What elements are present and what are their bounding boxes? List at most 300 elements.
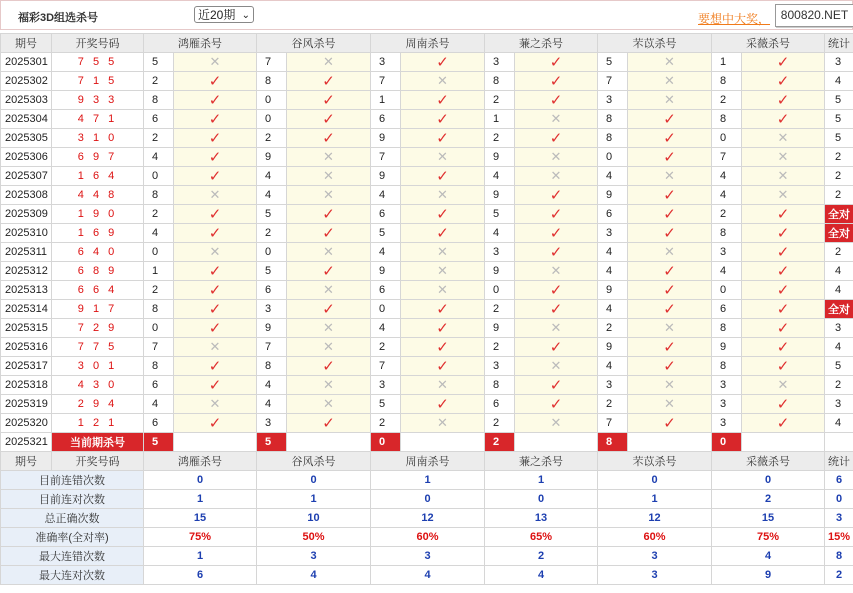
stats-count: 8	[825, 547, 853, 566]
current-kill-spacer	[628, 433, 712, 452]
stats-value: 4	[712, 547, 825, 566]
check-icon: ✓	[208, 262, 222, 280]
kill-number-cell: 3	[257, 414, 287, 433]
kill-number-cell: 3	[598, 376, 628, 395]
kill-number-cell: 4	[257, 167, 287, 186]
cross-mark-icon	[287, 376, 371, 395]
draw-number-cell: 2 9 4	[52, 395, 144, 414]
close-icon: ✕	[437, 187, 448, 202]
cross-mark-icon	[515, 110, 598, 129]
check-icon: ✓	[208, 376, 222, 394]
current-period-cell: 2025321	[1, 433, 52, 452]
stats-value: 3	[371, 547, 485, 566]
kill-number-cell: 5	[485, 205, 515, 224]
kill-number-cell: 8	[598, 110, 628, 129]
kill-number-cell: 2	[144, 281, 174, 300]
table-row	[1, 205, 853, 224]
close-icon: ✕	[437, 282, 448, 297]
kill-number-cell: 4	[371, 243, 401, 262]
stats-value: 50%	[257, 528, 371, 547]
close-icon: ✕	[209, 396, 221, 411]
stats-count: 3	[825, 509, 853, 528]
kill-number-cell: 2	[485, 91, 515, 110]
stats-row	[1, 566, 853, 585]
cross-mark-icon	[515, 262, 598, 281]
chevron-down-icon: ⌄	[241, 10, 250, 21]
check-icon: ✓	[663, 414, 676, 432]
check-icon: ✓	[776, 91, 790, 109]
kill-number-cell: 2	[257, 129, 287, 148]
kill-number-cell: 7	[598, 414, 628, 433]
check-icon: ✓	[663, 281, 676, 299]
stats-value: 0	[598, 471, 712, 490]
kill-number-cell: 6	[144, 414, 174, 433]
close-icon: ✕	[323, 396, 334, 411]
check-mark-icon	[174, 72, 257, 91]
kill-number-cell: 8	[144, 186, 174, 205]
stats-value: 60%	[371, 528, 485, 547]
close-icon: ✕	[437, 73, 448, 88]
kill-number-cell: 6	[485, 395, 515, 414]
close-icon: ✕	[437, 149, 448, 164]
check-icon: ✓	[436, 91, 449, 109]
col-header-expert-4: 蒹之杀号	[485, 452, 598, 471]
col-header-expert-5: 芣苡杀号	[598, 34, 712, 53]
current-count-cell	[825, 433, 853, 452]
close-icon: ✕	[209, 244, 221, 259]
check-mark-icon	[287, 91, 371, 110]
close-icon: ✕	[777, 187, 789, 202]
kill-number-cell: 4	[144, 224, 174, 243]
kill-number-cell: 4	[485, 167, 515, 186]
kill-number-cell: 7	[371, 357, 401, 376]
check-mark-icon	[174, 357, 257, 376]
stats-value: 13	[485, 509, 598, 528]
check-mark-icon	[515, 281, 598, 300]
check-mark-icon	[287, 262, 371, 281]
check-mark-icon	[628, 186, 712, 205]
table-row	[1, 357, 853, 376]
cross-mark-icon	[515, 414, 598, 433]
kill-number-cell: 4	[257, 186, 287, 205]
close-icon: ✕	[323, 244, 334, 259]
kill-number-cell: 9	[712, 338, 742, 357]
table-row	[1, 243, 853, 262]
check-mark-icon	[174, 224, 257, 243]
close-icon: ✕	[323, 149, 334, 164]
check-mark-icon	[628, 357, 712, 376]
count-cell: 5	[825, 357, 853, 376]
kill-number-cell: 4	[144, 395, 174, 414]
count-cell: 2	[825, 243, 853, 262]
kill-number-cell: 1	[144, 262, 174, 281]
check-icon: ✓	[549, 395, 563, 413]
kill-number-cell: 4	[598, 262, 628, 281]
check-mark-icon	[628, 224, 712, 243]
kill-number-cell: 8	[257, 72, 287, 91]
kill-number-cell: 0	[144, 319, 174, 338]
stats-value: 4	[371, 566, 485, 585]
draw-number-cell: 1 6 9	[52, 224, 144, 243]
kill-number-cell: 4	[371, 319, 401, 338]
check-mark-icon	[515, 53, 598, 72]
close-icon: ✕	[323, 377, 334, 392]
check-icon: ✓	[322, 91, 335, 109]
table-row	[1, 53, 853, 72]
table-row	[1, 148, 853, 167]
draw-number-cell: 3 0 1	[52, 357, 144, 376]
col-header-period: 期号	[1, 452, 52, 471]
count-cell: 5	[825, 129, 853, 148]
period-cell: 2025303	[1, 91, 52, 110]
check-mark-icon	[515, 186, 598, 205]
period-range-select[interactable]	[194, 6, 254, 23]
check-icon: ✓	[208, 224, 222, 242]
col-header-expert-3: 周南杀号	[371, 34, 485, 53]
check-icon: ✓	[436, 129, 449, 147]
cross-mark-icon	[628, 243, 712, 262]
close-icon: ✕	[209, 187, 221, 202]
kill-number-cell: 9	[257, 148, 287, 167]
kill-number-cell: 4	[712, 167, 742, 186]
check-mark-icon	[174, 91, 257, 110]
count-cell: 2	[825, 148, 853, 167]
cross-mark-icon	[401, 186, 485, 205]
stats-label: 总正确次数	[1, 509, 144, 528]
check-icon: ✓	[549, 72, 563, 90]
kill-number-cell: 3	[257, 300, 287, 319]
cross-mark-icon	[628, 319, 712, 338]
check-icon: ✓	[776, 243, 790, 261]
check-mark-icon	[515, 224, 598, 243]
check-icon: ✓	[776, 224, 790, 242]
kill-number-cell: 0	[257, 243, 287, 262]
check-mark-icon	[401, 395, 485, 414]
check-mark-icon	[628, 281, 712, 300]
close-icon: ✕	[664, 377, 675, 392]
cross-mark-icon	[287, 243, 371, 262]
close-icon: ✕	[777, 149, 789, 164]
cross-mark-icon	[515, 357, 598, 376]
kill-number-cell: 4	[257, 395, 287, 414]
promo-link[interactable]: 要想中大奖，	[698, 12, 771, 26]
check-mark-icon	[401, 91, 485, 110]
stats-label: 最大连对次数	[1, 566, 144, 585]
check-mark-icon	[742, 338, 825, 357]
stats-label: 目前连错次数	[1, 471, 144, 490]
check-icon: ✓	[776, 205, 790, 223]
table-row	[1, 72, 853, 91]
cross-mark-icon	[742, 148, 825, 167]
check-mark-icon	[401, 224, 485, 243]
col-header-expert-2: 谷风杀号	[257, 452, 371, 471]
check-mark-icon	[174, 281, 257, 300]
kill-number-cell: 0	[485, 281, 515, 300]
kill-number-cell: 4	[598, 300, 628, 319]
stats-value: 12	[598, 509, 712, 528]
kill-number-cell: 6	[257, 281, 287, 300]
period-cell: 2025304	[1, 110, 52, 129]
cross-mark-icon	[287, 53, 371, 72]
check-icon: ✓	[208, 319, 222, 337]
kill-number-cell: 2	[371, 338, 401, 357]
kill-number-cell: 8	[712, 224, 742, 243]
check-mark-icon	[287, 205, 371, 224]
stats-value: 9	[712, 566, 825, 585]
check-icon: ✓	[436, 205, 449, 223]
kill-number-cell: 7	[598, 72, 628, 91]
col-header-expert-5: 芣苡杀号	[598, 452, 712, 471]
close-icon: ✕	[664, 168, 675, 183]
close-icon: ✕	[664, 244, 675, 259]
check-mark-icon	[174, 376, 257, 395]
check-icon: ✓	[208, 167, 222, 185]
kill-number-cell: 6	[144, 376, 174, 395]
check-icon: ✓	[776, 338, 790, 356]
stats-value: 4	[485, 566, 598, 585]
stats-value: 12	[371, 509, 485, 528]
check-mark-icon	[174, 205, 257, 224]
col-header-expert-4: 蒹之杀号	[485, 34, 598, 53]
check-icon: ✓	[663, 262, 676, 280]
check-mark-icon	[742, 357, 825, 376]
kill-number-table	[0, 33, 853, 585]
kill-number-cell: 5	[371, 224, 401, 243]
table-row	[1, 414, 853, 433]
col-header-expert-1: 鸿雁杀号	[144, 34, 257, 53]
cross-mark-icon	[287, 167, 371, 186]
close-icon: ✕	[550, 168, 562, 183]
close-icon: ✕	[550, 415, 562, 430]
draw-number-cell: 9 3 3	[52, 91, 144, 110]
check-icon: ✓	[549, 300, 563, 318]
close-icon: ✕	[437, 263, 448, 278]
close-icon: ✕	[323, 339, 334, 354]
check-mark-icon	[174, 110, 257, 129]
col-header-expert-6: 采薇杀号	[712, 34, 825, 53]
check-mark-icon	[401, 167, 485, 186]
cross-mark-icon	[401, 281, 485, 300]
kill-number-cell: 5	[257, 262, 287, 281]
stats-value: 1	[144, 490, 257, 509]
cross-mark-icon	[287, 148, 371, 167]
table-row	[1, 262, 853, 281]
kill-number-cell: 4	[144, 148, 174, 167]
check-mark-icon	[174, 129, 257, 148]
kill-number-cell: 2	[144, 129, 174, 148]
table-row	[1, 376, 853, 395]
stats-value: 15	[712, 509, 825, 528]
kill-number-cell: 3	[712, 414, 742, 433]
kill-number-cell: 4	[371, 186, 401, 205]
cross-mark-icon	[628, 53, 712, 72]
period-cell: 2025313	[1, 281, 52, 300]
col-header-count: 统计	[825, 34, 853, 53]
check-mark-icon	[174, 262, 257, 281]
check-icon: ✓	[549, 243, 563, 261]
kill-number-cell: 3	[712, 395, 742, 414]
kill-number-cell: 3	[485, 53, 515, 72]
check-mark-icon	[287, 357, 371, 376]
kill-number-cell: 7	[371, 72, 401, 91]
check-mark-icon	[515, 243, 598, 262]
draw-number-cell: 7 7 5	[52, 338, 144, 357]
check-icon: ✓	[322, 129, 335, 147]
draw-number-cell: 7 5 5	[52, 53, 144, 72]
kill-number-cell: 9	[598, 338, 628, 357]
kill-number-cell: 7	[257, 53, 287, 72]
check-mark-icon	[628, 300, 712, 319]
check-mark-icon	[401, 110, 485, 129]
period-cell: 2025310	[1, 224, 52, 243]
check-icon: ✓	[208, 110, 222, 128]
top-header-row	[1, 34, 853, 53]
check-mark-icon	[174, 167, 257, 186]
check-icon: ✓	[208, 281, 222, 299]
kill-number-cell: 7	[371, 148, 401, 167]
cross-mark-icon	[742, 376, 825, 395]
kill-number-cell: 4	[712, 186, 742, 205]
check-icon: ✓	[663, 338, 676, 356]
close-icon: ✕	[777, 130, 789, 145]
count-cell: 4	[825, 72, 853, 91]
kill-number-cell: 3	[598, 91, 628, 110]
kill-number-cell: 2	[144, 205, 174, 224]
cross-mark-icon	[174, 53, 257, 72]
check-mark-icon	[287, 414, 371, 433]
kill-number-cell: 5	[144, 53, 174, 72]
close-icon: ✕	[664, 320, 675, 335]
period-cell: 2025307	[1, 167, 52, 186]
count-cell: 2	[825, 376, 853, 395]
check-icon: ✓	[322, 224, 335, 242]
table-row	[1, 91, 853, 110]
close-icon: ✕	[550, 111, 562, 126]
current-kill-number: 5	[257, 433, 287, 452]
kill-number-cell: 9	[371, 167, 401, 186]
check-mark-icon	[742, 224, 825, 243]
draw-number-cell: 4 7 1	[52, 110, 144, 129]
close-icon: ✕	[437, 415, 448, 430]
kill-number-cell: 3	[598, 224, 628, 243]
draw-number-cell: 6 8 9	[52, 262, 144, 281]
check-mark-icon	[287, 224, 371, 243]
stats-value: 0	[144, 471, 257, 490]
draw-number-cell: 4 3 0	[52, 376, 144, 395]
cross-mark-icon	[515, 167, 598, 186]
kill-number-cell: 4	[257, 376, 287, 395]
cross-mark-icon	[401, 148, 485, 167]
count-cell: 5	[825, 91, 853, 110]
stats-label: 准确率(全对率)	[1, 528, 144, 547]
kill-number-cell: 2	[598, 319, 628, 338]
close-icon: ✕	[323, 187, 334, 202]
period-cell: 2025301	[1, 53, 52, 72]
close-icon: ✕	[550, 320, 562, 335]
kill-number-cell: 4	[712, 262, 742, 281]
check-icon: ✓	[322, 110, 335, 128]
all-correct-badge: 全对	[825, 224, 853, 243]
check-icon: ✓	[322, 72, 335, 90]
check-mark-icon	[515, 72, 598, 91]
check-mark-icon	[742, 262, 825, 281]
cross-mark-icon	[628, 376, 712, 395]
check-mark-icon	[742, 281, 825, 300]
period-cell: 2025306	[1, 148, 52, 167]
check-icon: ✓	[436, 357, 449, 375]
check-mark-icon	[742, 243, 825, 262]
kill-number-cell: 0	[371, 300, 401, 319]
cross-mark-icon	[401, 414, 485, 433]
close-icon: ✕	[323, 282, 334, 297]
check-mark-icon	[287, 129, 371, 148]
table-row	[1, 319, 853, 338]
kill-number-cell: 8	[144, 300, 174, 319]
stats-value: 0	[371, 490, 485, 509]
cross-mark-icon	[287, 395, 371, 414]
check-icon: ✓	[776, 300, 790, 318]
kill-number-cell: 3	[485, 243, 515, 262]
check-mark-icon	[515, 300, 598, 319]
check-mark-icon	[742, 300, 825, 319]
draw-number-cell: 6 4 0	[52, 243, 144, 262]
kill-number-cell: 9	[371, 262, 401, 281]
table-row	[1, 338, 853, 357]
check-icon: ✓	[549, 281, 563, 299]
check-mark-icon	[287, 72, 371, 91]
check-mark-icon	[628, 338, 712, 357]
col-header-draw: 开奖号码	[52, 452, 144, 471]
current-kill-number: 8	[598, 433, 628, 452]
check-mark-icon	[742, 72, 825, 91]
period-cell: 2025314	[1, 300, 52, 319]
check-mark-icon	[174, 300, 257, 319]
check-mark-icon	[174, 319, 257, 338]
draw-number-cell: 6 9 7	[52, 148, 144, 167]
stats-value: 60%	[598, 528, 712, 547]
check-mark-icon	[401, 338, 485, 357]
kill-number-cell: 4	[485, 224, 515, 243]
kill-number-cell: 0	[257, 110, 287, 129]
cross-mark-icon	[628, 91, 712, 110]
check-icon: ✓	[776, 53, 790, 71]
kill-number-cell: 8	[257, 357, 287, 376]
check-mark-icon	[174, 414, 257, 433]
stats-value: 1	[371, 471, 485, 490]
check-icon: ✓	[776, 281, 790, 299]
check-icon: ✓	[322, 300, 335, 318]
col-header-expert-1: 鸿雁杀号	[144, 452, 257, 471]
kill-number-cell: 6	[598, 205, 628, 224]
current-kill-number: 0	[712, 433, 742, 452]
check-icon: ✓	[776, 319, 790, 337]
stats-value: 2	[485, 547, 598, 566]
check-icon: ✓	[663, 357, 676, 375]
close-icon: ✕	[437, 244, 448, 259]
kill-number-cell: 9	[598, 281, 628, 300]
close-icon: ✕	[323, 168, 334, 183]
draw-number-cell: 7 1 5	[52, 72, 144, 91]
kill-number-cell: 5	[371, 395, 401, 414]
current-period-row	[1, 433, 853, 452]
close-icon: ✕	[323, 320, 334, 335]
close-icon: ✕	[209, 339, 221, 354]
kill-number-cell: 2	[485, 129, 515, 148]
check-icon: ✓	[436, 110, 449, 128]
kill-number-cell: 2	[712, 205, 742, 224]
current-kill-number: 0	[371, 433, 401, 452]
close-icon: ✕	[664, 92, 675, 107]
